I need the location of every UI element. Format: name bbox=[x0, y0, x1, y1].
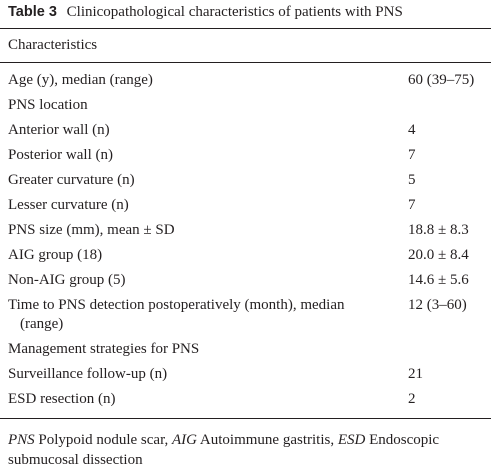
row-label-line: Time to PNS detection postoperatively (month), median bbox=[8, 297, 345, 313]
table-row bbox=[0, 389, 491, 414]
column-header-characteristics: Characteristics bbox=[8, 37, 98, 53]
row-label: Age (y), median (range) bbox=[8, 72, 153, 88]
row-label: ESD resection (n) bbox=[8, 391, 116, 407]
row-label bbox=[8, 296, 393, 334]
row-value: 4 bbox=[408, 122, 416, 138]
table-row bbox=[0, 270, 491, 295]
abbreviation-definition: Autoimmune gastritis, bbox=[199, 432, 335, 448]
row-label-line: (range) bbox=[20, 316, 64, 332]
table-title: Clinicopathological characteristics of patients with PNS bbox=[66, 4, 403, 20]
row-value: 12 (3–60) bbox=[408, 297, 467, 313]
table-caption bbox=[8, 2, 403, 22]
row-label: Posterior wall (n) bbox=[8, 147, 113, 163]
table-row bbox=[0, 220, 491, 245]
table-row bbox=[0, 120, 491, 145]
bottom-rule bbox=[0, 418, 491, 419]
row-label: Surveillance follow-up (n) bbox=[8, 366, 168, 382]
abbreviation: ESD bbox=[337, 432, 366, 448]
table-row bbox=[0, 245, 491, 270]
row-label: Management strategies for PNS bbox=[8, 341, 200, 357]
abbreviation-definition: Polypoid nodule scar, bbox=[38, 432, 169, 448]
table-row bbox=[0, 95, 491, 120]
table-row bbox=[0, 295, 491, 339]
row-value: 18.8 ± 8.3 bbox=[408, 222, 469, 238]
table-row bbox=[0, 195, 491, 220]
table-number: Table 3 bbox=[8, 4, 57, 20]
abbreviation: PNS bbox=[8, 432, 35, 448]
row-value: 21 bbox=[408, 366, 423, 382]
row-value: 20.0 ± 8.4 bbox=[408, 247, 469, 263]
header-rule bbox=[0, 62, 491, 63]
row-value: 5 bbox=[408, 172, 416, 188]
abbreviation-definition: Endoscopic submucosal dissection bbox=[8, 432, 440, 468]
abbreviation: AIG bbox=[171, 432, 197, 448]
row-label: Anterior wall (n) bbox=[8, 122, 110, 138]
table-footnote bbox=[8, 430, 484, 470]
table-row bbox=[0, 145, 491, 170]
table-row bbox=[0, 70, 491, 95]
table-row bbox=[0, 170, 491, 195]
row-label: AIG group (18) bbox=[8, 247, 103, 263]
top-rule bbox=[0, 28, 491, 29]
row-label: Greater curvature (n) bbox=[8, 172, 135, 188]
table-body bbox=[0, 70, 491, 414]
row-label: Lesser curvature (n) bbox=[8, 197, 129, 213]
row-label: Non-AIG group (5) bbox=[8, 272, 126, 288]
row-value: 14.6 ± 5.6 bbox=[408, 272, 469, 288]
table-row bbox=[0, 339, 491, 364]
row-value: 7 bbox=[408, 197, 416, 213]
row-value: 2 bbox=[408, 391, 416, 407]
row-value: 7 bbox=[408, 147, 416, 163]
row-label: PNS size (mm), mean ± SD bbox=[8, 222, 175, 238]
row-label: PNS location bbox=[8, 97, 88, 113]
table-row bbox=[0, 364, 491, 389]
row-value: 60 (39–75) bbox=[408, 72, 475, 88]
